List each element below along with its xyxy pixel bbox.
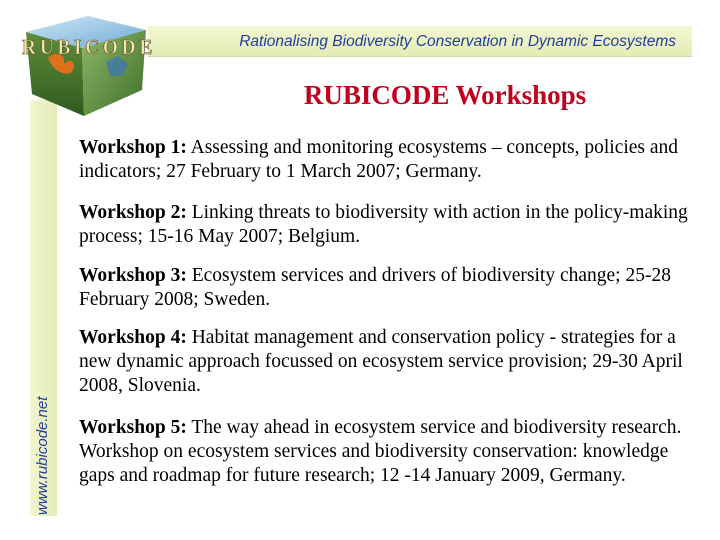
workshop-item (79, 136, 694, 184)
workshop-text: Habitat management and conservation policy - strategies for a new dynamic approach focussed on ecosystem service provision; 29-30 April 2008, Slovenia. (79, 327, 683, 396)
logo-text: RUBICODE (22, 35, 156, 59)
workshop-label: Workshop 2: (79, 202, 187, 223)
workshop-item (79, 264, 694, 312)
workshop-label: Workshop 1: (79, 137, 187, 158)
workshop-text: Linking threats to biodiversity with action in the policy-making process; 15-16 May 2007; Belgium. (79, 202, 688, 247)
workshop-label: Workshop 5: (79, 417, 187, 438)
workshop-text: Ecosystem services and drivers of biodiversity change; 25-28 February 2008; Sweden. (79, 265, 671, 310)
workshop-label: Workshop 4: (79, 327, 187, 348)
workshop-item (79, 326, 694, 398)
workshop-text: The way ahead in ecosystem service and biodiversity research. Workshop on ecosystem services and biodiversity conservation: knowledge gaps and roadmap for future research; 12 -14 January 2009, Germany. (79, 417, 682, 486)
workshop-item (79, 201, 694, 249)
workshop-item (79, 416, 694, 488)
workshop-text: Assessing and monitoring ecosystems – concepts, policies and indicators; 27 February to 1 March 2007; Germany. (79, 137, 679, 182)
sidebar-url[interactable]: www.rubicode.net (34, 396, 51, 515)
header-bar (148, 26, 692, 57)
header-tagline: Rationalising Biodiversity Conservation in Dynamic Ecosystems (239, 33, 676, 50)
page-title: RUBICODE Workshops (303, 80, 587, 110)
workshop-label: Workshop 3: (79, 265, 187, 286)
